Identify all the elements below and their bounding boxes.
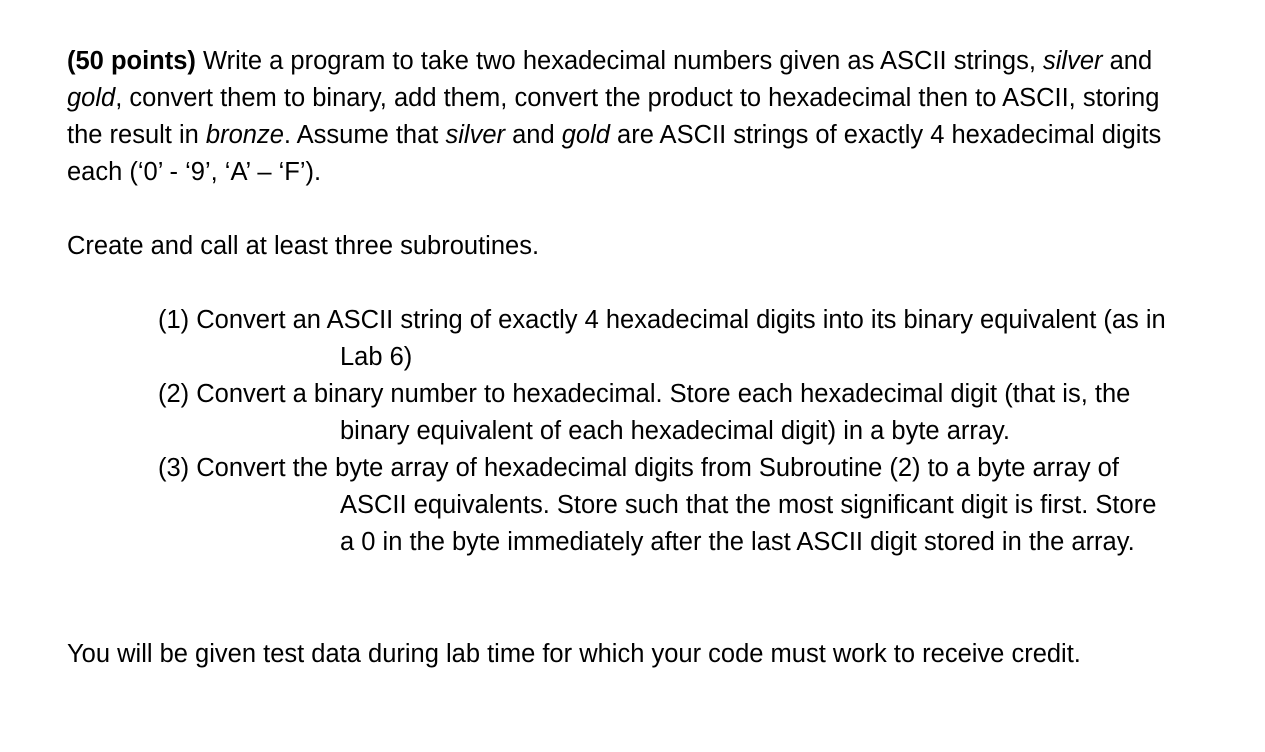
subroutine-text: Convert an ASCII string of exactly 4 hexadecimal digits into its binary equivalent (as in Lab 6): [189, 306, 1166, 371]
closing-paragraph: You will be given test data during lab time for which your code must work to receive credit.: [67, 640, 1081, 668]
subroutine-number: (3): [158, 454, 190, 482]
points-label: (50 points): [67, 47, 196, 75]
subroutine-number: (2): [158, 380, 190, 408]
intro-text: are ASCII strings of exactly 4 hexadecimal digits each (‘0’ - ‘9’, ‘A’ – ‘F’).: [67, 121, 1162, 186]
subroutines-instruction: Create and call at least three subroutines.: [67, 232, 540, 260]
subroutine-list: [158, 302, 1168, 561]
subroutine-text: Convert the byte array of hexadecimal digits from Subroutine (2) to a byte array of ASCII equivalents. Store such that the most significant digit is first. Store a 0 in the byte immediately after the last ASCII digit stored in the array.: [189, 454, 1157, 556]
subroutine-item: [158, 450, 1168, 561]
intro-text: and: [505, 121, 562, 149]
var-silver: silver: [1043, 47, 1103, 75]
var-bronze: bronze: [205, 121, 284, 149]
var-silver: silver: [445, 121, 505, 149]
var-gold: gold: [561, 121, 610, 149]
intro-text: and: [1102, 47, 1153, 75]
subroutine-item: [158, 302, 1168, 376]
intro-text: , convert them to binary, add them, convert the product to hexadecimal then to ASCII, storing the result in: [67, 84, 1160, 149]
var-gold: gold: [67, 84, 116, 112]
intro-text: . Assume that: [283, 121, 446, 149]
intro-paragraph: [67, 43, 1177, 191]
intro-text: Write a program to take two hexadecimal numbers given as ASCII strings,: [195, 47, 1043, 75]
subroutine-number: (1): [158, 306, 190, 334]
subroutine-text: Convert a binary number to hexadecimal. Store each hexadecimal digit (that is, the binary equivalent of each hexadecimal digit) in a byte array.: [189, 380, 1131, 445]
subroutine-item: [158, 376, 1168, 450]
